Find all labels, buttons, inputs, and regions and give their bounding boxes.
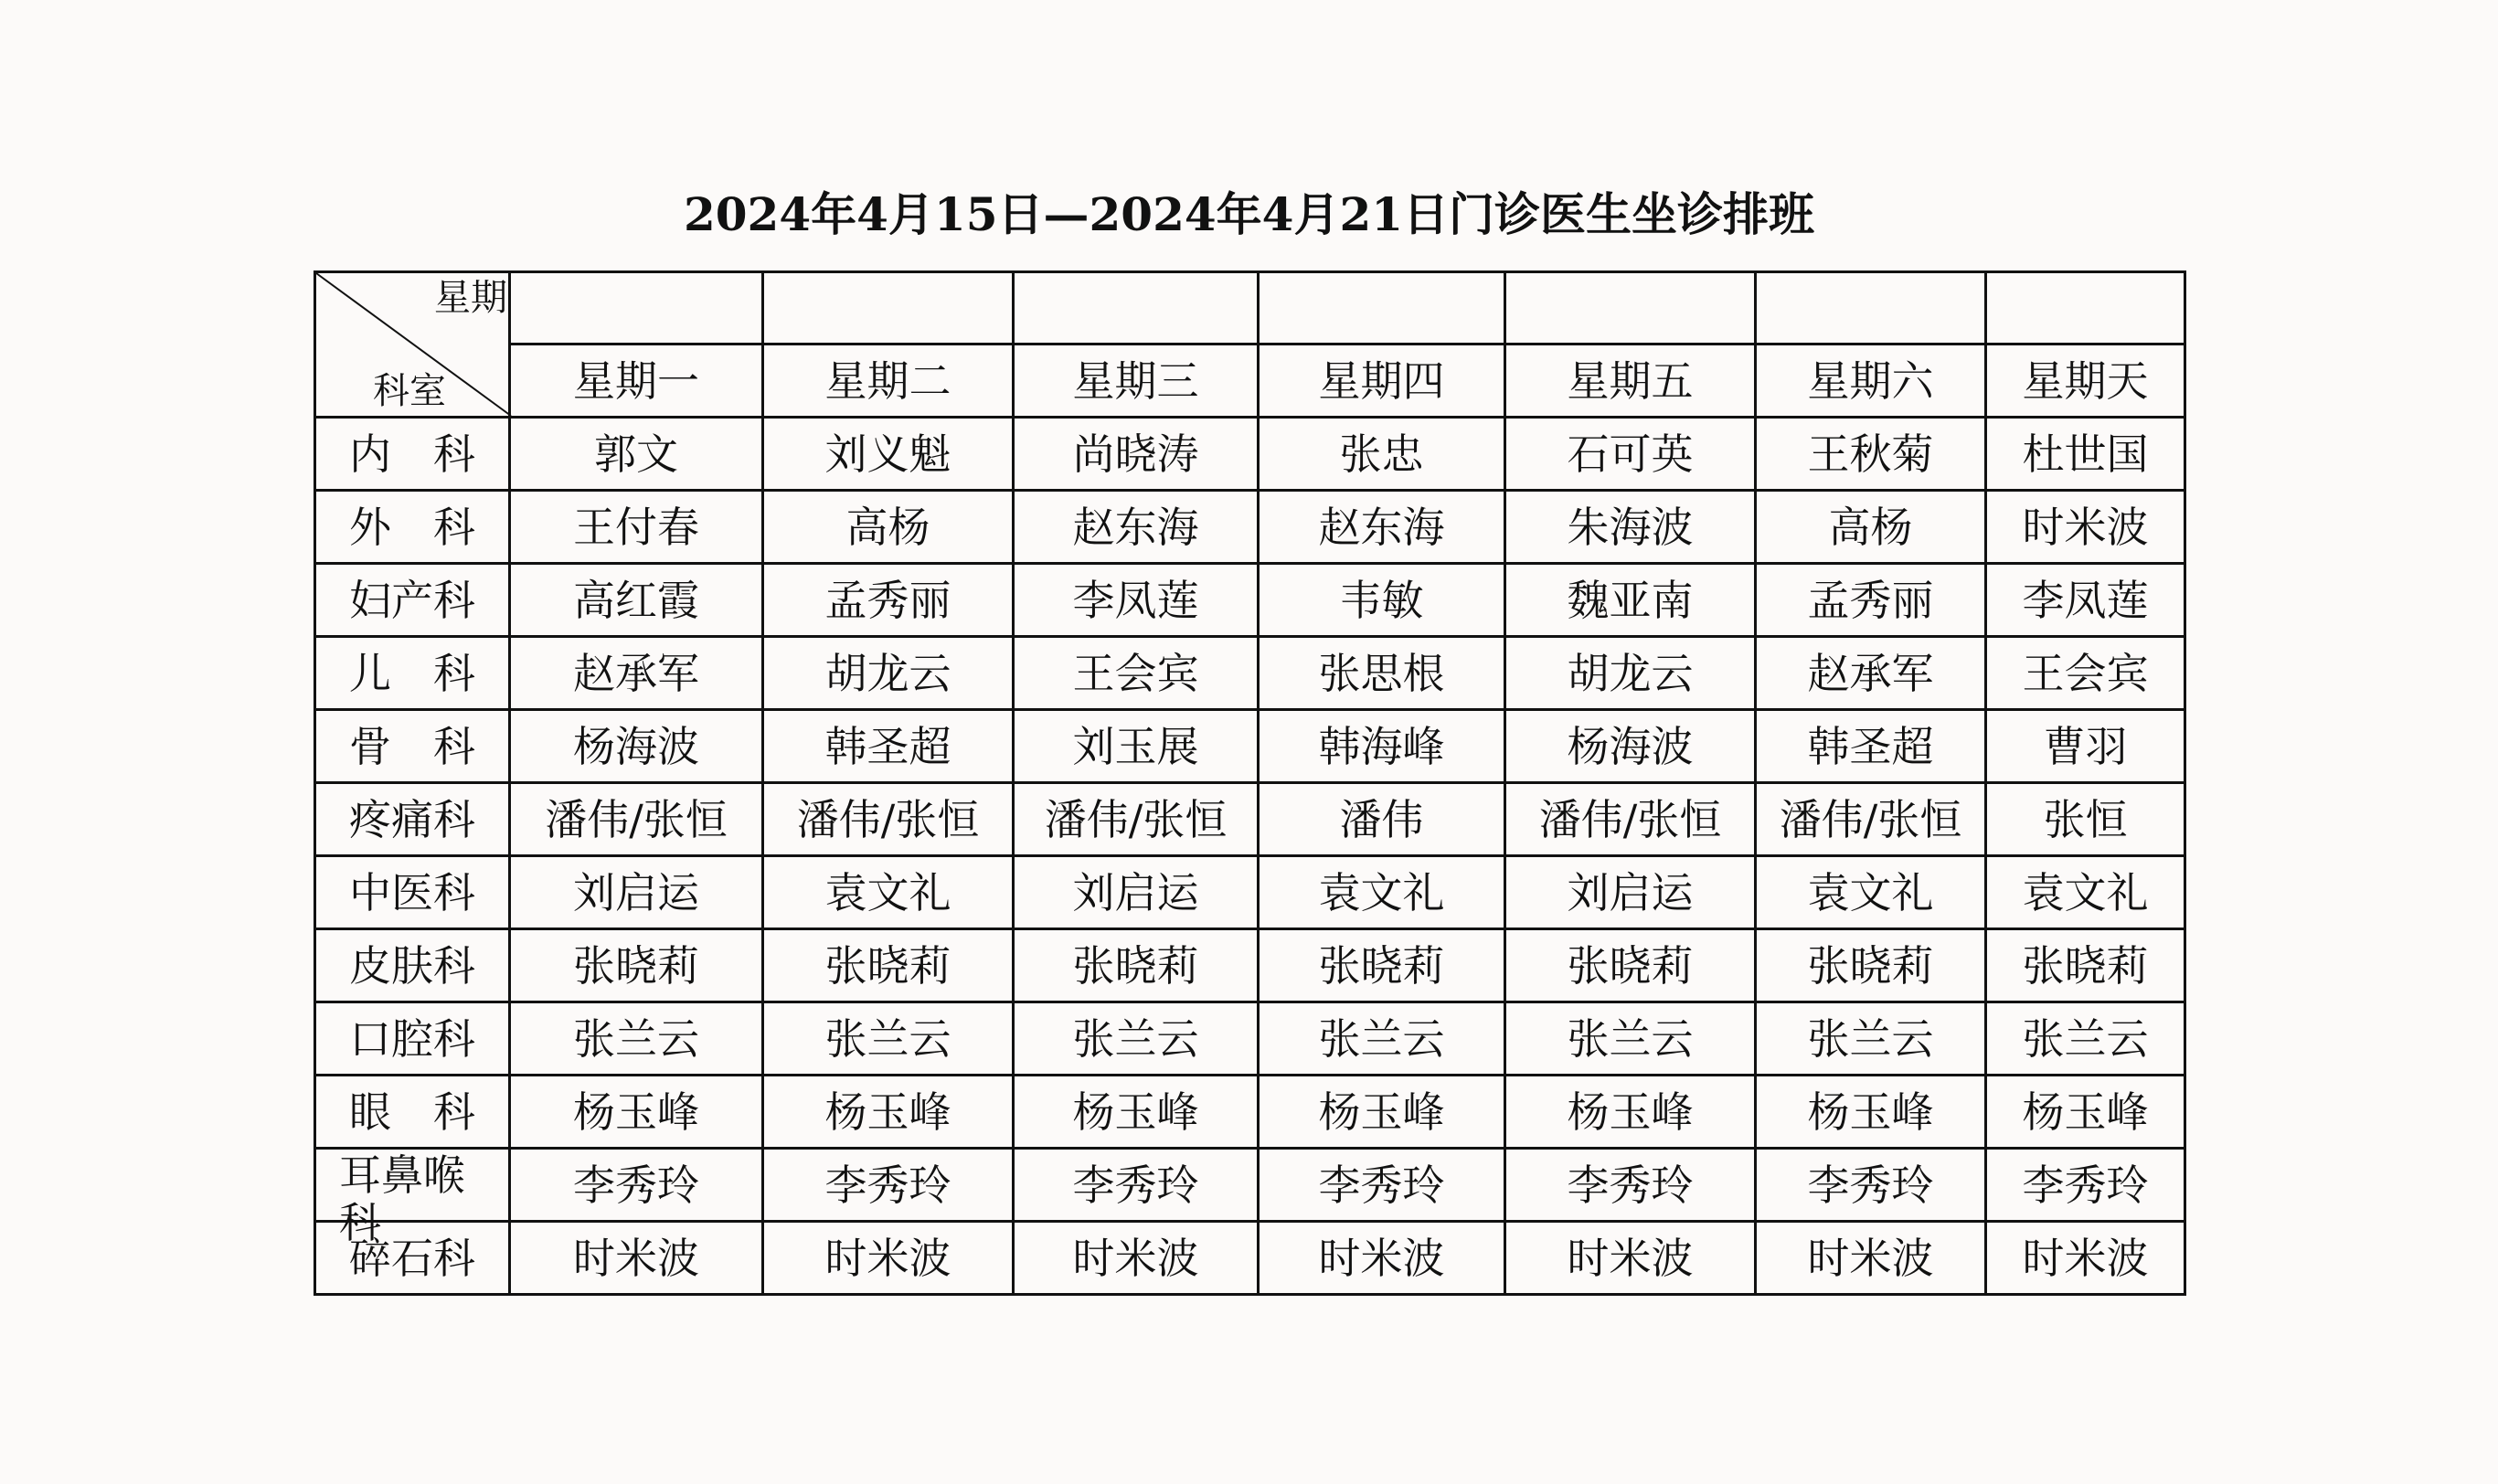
- doctor-cell: 赵承军: [510, 637, 763, 710]
- doctor-cell: 张兰云: [1014, 1002, 1259, 1076]
- table-row: [315, 418, 2185, 491]
- doctor-cell: 杨玉峰: [763, 1076, 1014, 1149]
- page-title: 2024年4月15日—2024年4月21日门诊医生坐诊排班: [683, 187, 1815, 241]
- doctor-cell: 杨玉峰: [1505, 1076, 1756, 1149]
- dept-label: 口腔科: [349, 1013, 475, 1064]
- doctor-cell: 韩海峰: [1259, 710, 1505, 783]
- doctor-cell: 袁文礼: [763, 856, 1014, 929]
- dept-cell: [315, 418, 510, 491]
- header-blank-cell: [1014, 272, 1259, 344]
- doctor-cell: 胡龙云: [763, 637, 1014, 710]
- dept-cell: [315, 491, 510, 564]
- header-blank-cell: [763, 272, 1014, 344]
- corner-week-label: 星期: [434, 277, 507, 319]
- dept-cell: [315, 1076, 510, 1149]
- dept-cell: [315, 783, 510, 856]
- doctor-cell: 张兰云: [763, 1002, 1014, 1076]
- doctor-cell: 朱海波: [1505, 491, 1756, 564]
- doctor-cell: 杨玉峰: [1756, 1076, 1986, 1149]
- dept-label: 眼 科: [349, 1086, 475, 1137]
- corner-header-cell: [315, 272, 510, 418]
- table-row: [315, 564, 2185, 637]
- doctor-cell: 张晓莉: [1986, 929, 2185, 1002]
- dept-cell: [315, 856, 510, 929]
- doctor-cell: 王付春: [510, 491, 763, 564]
- doctor-cell: 李秀玲: [1259, 1149, 1505, 1222]
- doctor-cell: 张忠: [1259, 418, 1505, 491]
- dept-cell: [315, 710, 510, 783]
- dept-cell: [315, 929, 510, 1002]
- dept-label: 外 科: [349, 502, 475, 552]
- doctor-cell: 李秀玲: [1505, 1149, 1756, 1222]
- dept-cell: [315, 564, 510, 637]
- dept-label: 儿 科: [349, 648, 475, 698]
- table-row: [315, 1149, 2185, 1222]
- doctor-cell: 韩圣超: [763, 710, 1014, 783]
- doctor-cell: 时米波: [1014, 1222, 1259, 1295]
- doctor-cell: 王会宾: [1986, 637, 2185, 710]
- dept-cell: [315, 1002, 510, 1076]
- table-row: [315, 929, 2185, 1002]
- dept-label: 中医科: [349, 867, 475, 917]
- dept-label: 碎石科: [349, 1233, 475, 1283]
- doctor-cell: 时米波: [510, 1222, 763, 1295]
- day-header: 星期天: [1986, 344, 2185, 418]
- doctor-cell: 赵东海: [1014, 491, 1259, 564]
- dept-label: 皮肤科: [349, 940, 475, 991]
- doctor-cell: 张晓莉: [1014, 929, 1259, 1002]
- doctor-cell: 杨玉峰: [1986, 1076, 2185, 1149]
- dept-label: 疼痛科: [349, 794, 475, 844]
- doctor-cell: 李秀玲: [1014, 1149, 1259, 1222]
- doctor-cell: 张晓莉: [763, 929, 1014, 1002]
- doctor-cell: 孟秀丽: [763, 564, 1014, 637]
- doctor-cell: 王秋菊: [1756, 418, 1986, 491]
- doctor-cell: 张兰云: [510, 1002, 763, 1076]
- doctor-cell: 袁文礼: [1756, 856, 1986, 929]
- table-row: [315, 710, 2185, 783]
- doctor-cell: 时米波: [1756, 1222, 1986, 1295]
- doctor-cell: 郭文: [510, 418, 763, 491]
- doctor-cell: 袁文礼: [1986, 856, 2185, 929]
- doctor-cell: 杨玉峰: [510, 1076, 763, 1149]
- doctor-cell: 杨海波: [510, 710, 763, 783]
- doctor-cell: 李秀玲: [1986, 1149, 2185, 1222]
- doctor-cell: 李秀玲: [763, 1149, 1014, 1222]
- doctor-cell: 时米波: [1259, 1222, 1505, 1295]
- doctor-cell: 潘伟/张恒: [1756, 783, 1986, 856]
- dept-label: 妇产科: [349, 575, 475, 625]
- doctor-cell: 时米波: [1986, 491, 2185, 564]
- doctor-cell: 潘伟/张恒: [1505, 783, 1756, 856]
- table-row: [315, 1222, 2185, 1295]
- header-blank-cell: [510, 272, 763, 344]
- doctor-cell: 时米波: [763, 1222, 1014, 1295]
- doctor-cell: 时米波: [1986, 1222, 2185, 1295]
- doctor-cell: 杨海波: [1505, 710, 1756, 783]
- header-blank-cell: [1986, 272, 2185, 344]
- doctor-cell: 高杨: [763, 491, 1014, 564]
- header-top-row: [315, 272, 2185, 344]
- header-day-row: [315, 344, 2185, 418]
- doctor-cell: 刘启运: [1014, 856, 1259, 929]
- doctor-cell: 李凤莲: [1014, 564, 1259, 637]
- doctor-cell: 韩圣超: [1756, 710, 1986, 783]
- doctor-cell: 韦敏: [1259, 564, 1505, 637]
- doctor-cell: 潘伟/张恒: [1014, 783, 1259, 856]
- doctor-cell: 张兰云: [1986, 1002, 2185, 1076]
- doctor-cell: 潘伟/张恒: [510, 783, 763, 856]
- doctor-cell: 魏亚南: [1505, 564, 1756, 637]
- doctor-cell: 尚晓涛: [1014, 418, 1259, 491]
- table-row: [315, 1002, 2185, 1076]
- day-header: 星期四: [1259, 344, 1505, 418]
- doctor-cell: 杨玉峰: [1259, 1076, 1505, 1149]
- doctor-cell: 李秀玲: [1756, 1149, 1986, 1222]
- doctor-cell: 曹羽: [1986, 710, 2185, 783]
- doctor-cell: 王会宾: [1014, 637, 1259, 710]
- doctor-cell: 李凤莲: [1986, 564, 2185, 637]
- doctor-cell: 高杨: [1756, 491, 1986, 564]
- doctor-cell: 张恒: [1986, 783, 2185, 856]
- dept-label: 骨 科: [349, 721, 475, 771]
- doctor-cell: 赵东海: [1259, 491, 1505, 564]
- table-row: [315, 1076, 2185, 1149]
- doctor-cell: 高红霞: [510, 564, 763, 637]
- doctor-cell: 张兰云: [1259, 1002, 1505, 1076]
- header-blank-cell: [1756, 272, 1986, 344]
- doctor-cell: 刘义魁: [763, 418, 1014, 491]
- day-header: 星期五: [1505, 344, 1756, 418]
- doctor-cell: 张晓莉: [510, 929, 763, 1002]
- doctor-cell: 刘玉展: [1014, 710, 1259, 783]
- doctor-cell: 刘启运: [1505, 856, 1756, 929]
- day-header: 星期三: [1014, 344, 1259, 418]
- doctor-cell: 张晓莉: [1505, 929, 1756, 1002]
- corner-dept-label: 科室: [373, 370, 446, 412]
- day-header: 星期二: [763, 344, 1014, 418]
- schedule-table: [314, 270, 2186, 1296]
- doctor-cell: 张兰云: [1505, 1002, 1756, 1076]
- table-row: [315, 637, 2185, 710]
- dept-label: 内 科: [349, 429, 475, 479]
- dept-label: 耳鼻喉科: [339, 1150, 465, 1247]
- doctor-cell: 李秀玲: [510, 1149, 763, 1222]
- header-blank-cell: [1259, 272, 1505, 344]
- doctor-cell: 刘启运: [510, 856, 763, 929]
- doctor-cell: 张兰云: [1756, 1002, 1986, 1076]
- header-blank-cell: [1505, 272, 1756, 344]
- doctor-cell: 张晓莉: [1259, 929, 1505, 1002]
- day-header: 星期一: [510, 344, 763, 418]
- doctor-cell: 袁文礼: [1259, 856, 1505, 929]
- doctor-cell: 杨玉峰: [1014, 1076, 1259, 1149]
- doctor-cell: 杜世国: [1986, 418, 2185, 491]
- dept-cell: [315, 1149, 510, 1247]
- doctor-cell: 胡龙云: [1505, 637, 1756, 710]
- doctor-cell: 时米波: [1505, 1222, 1756, 1295]
- doctor-cell: 潘伟/张恒: [763, 783, 1014, 856]
- doctor-cell: 张晓莉: [1756, 929, 1986, 1002]
- dept-cell: [315, 637, 510, 710]
- doctor-cell: 潘伟: [1259, 783, 1505, 856]
- doctor-cell: 孟秀丽: [1756, 564, 1986, 637]
- day-header: 星期六: [1756, 344, 1986, 418]
- table-row: [315, 783, 2185, 856]
- doctor-cell: 石可英: [1505, 418, 1756, 491]
- doctor-cell: 张思根: [1259, 637, 1505, 710]
- doctor-cell: 赵承军: [1756, 637, 1986, 710]
- table-row: [315, 491, 2185, 564]
- table-row: [315, 856, 2185, 929]
